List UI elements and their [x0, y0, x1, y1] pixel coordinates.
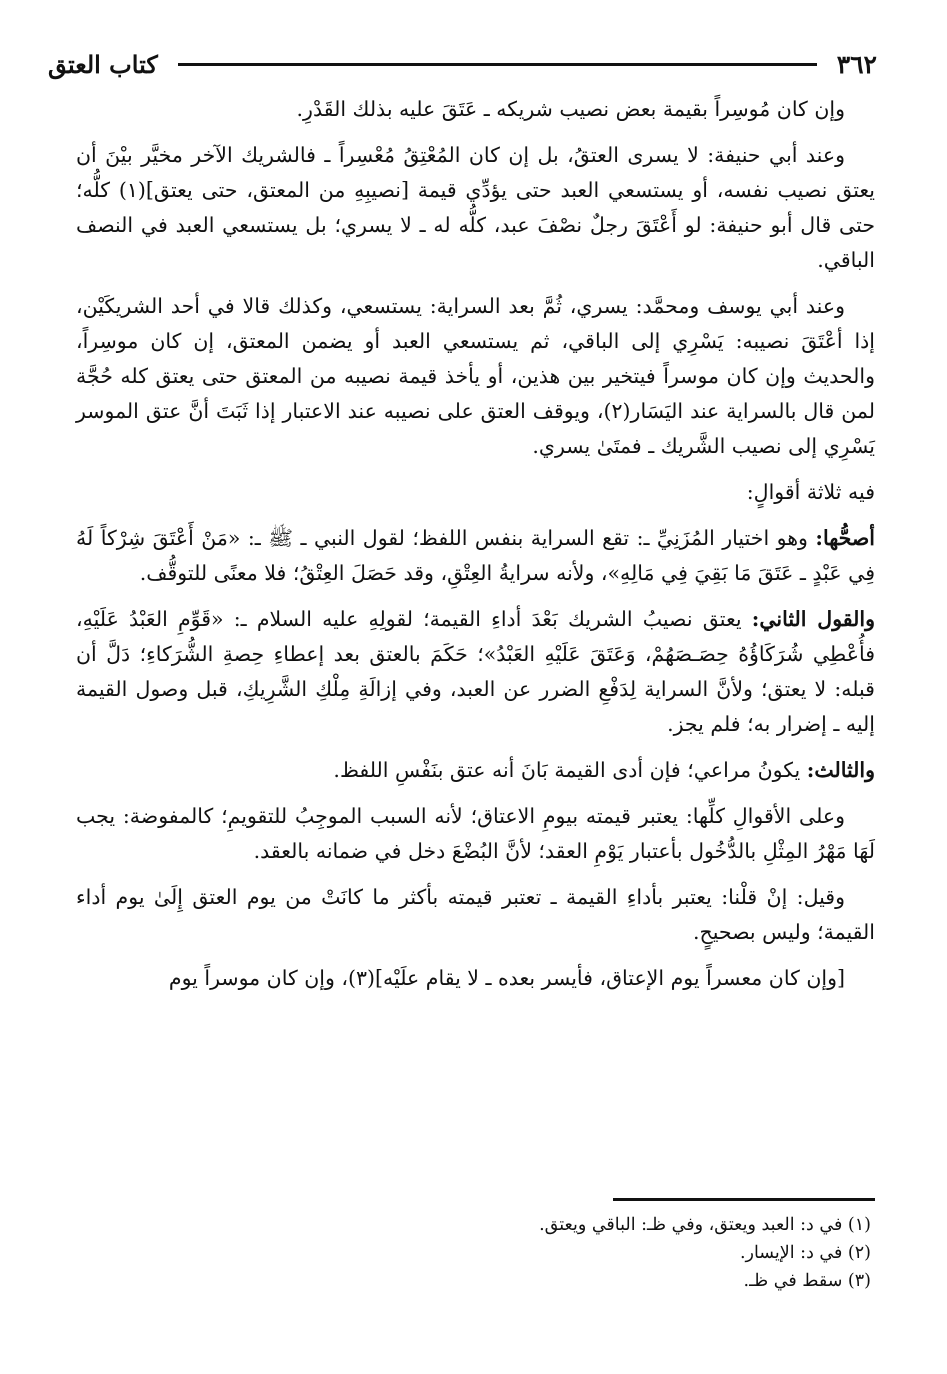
paragraph: [76, 602, 875, 742]
paragraph-text: وعند أبي حنيفة: لا يسرى العتقُ، بل إن كان المُعْتِقُ مُعْسِراً ـ فالشريك الآخر مخيَّر بيْنَ أن يعتق نصيب نفسه، أو يستسعي العبد حتى يؤدِّي قيمة [نصيبِهِ من المعتق، حتى يعتق](١) كلُّه؛ حتى قال أبو حنيفة: لو أَعْتَقَ رجلٌ نصْفَ عبد، كلُّه له ـ لا يسري؛ بل يستسعي العبد في النصف الباقي.: [76, 143, 875, 272]
main-text: [76, 92, 875, 1007]
paragraph-text: وإن كان مُوسِراً بقيمة بعض نصيب شريكه ـ عَتَقَ عليه بذلك القَدْرِ.: [296, 97, 845, 121]
page-number: ٣٦٢: [836, 49, 877, 79]
paragraph: [76, 475, 875, 510]
paragraph-text: وعلى الأقوالِ كلِّها: يعتبر قيمته بيومِ الاعتاق؛ لأنه السبب الموجِبُ للتقويمِ؛ كالمفوضة: يجب لَهَا مَهْرُ المِثْلِ بالدُّخُول بأعتبار يَوْمِ العقد؛ لأنَّ البُضْعَ دخل في ضمانه بالعقد.: [76, 804, 875, 863]
paragraph-text: وقيل: إنْ قلْنا: يعتبر بأداءِ القيمة ـ تعتبر قيمته بأكثر ما كانَتْ من يوم العتق إِلَىٰ يوم أداء القيمة؛ وليس بصحيحٍ.: [76, 885, 875, 944]
paragraph-lead: والثالث:: [806, 758, 875, 782]
footnote: (٣) سقط في ظـ.: [743, 1271, 871, 1291]
paragraph: [76, 799, 875, 869]
header-rule: [178, 63, 817, 66]
footnote: (١) في د: العبد ويعتق، وفي ظـ: الباقي ويعتق.: [539, 1215, 871, 1235]
paragraph-lead: والقول الثاني:: [751, 607, 875, 631]
paragraph-lead: أصحُّها:: [815, 526, 875, 550]
paragraph: [76, 289, 875, 464]
running-header: [48, 44, 877, 84]
paragraph: [76, 138, 875, 278]
paragraph-text: يكونُ مراعي؛ فإن أدى القيمة بَانَ أنه عتق بنَفْسِ اللفظ.: [333, 758, 807, 782]
paragraph-text: [وإن كان معسراً يوم الإعتاق، فأيسر بعده ـ لا يقام علَيْه](٣)، وإن كان موسراً يوم: [168, 966, 845, 990]
book-title: كتاب العتق: [48, 49, 158, 79]
paragraph: [76, 753, 875, 788]
paragraph-text: فيه ثلاثة أقوالٍ:: [746, 480, 875, 504]
footnote-rule: [613, 1198, 875, 1201]
paragraph: [76, 961, 875, 996]
paragraph: [76, 92, 875, 127]
paragraph: [76, 521, 875, 591]
paragraph-text: وهو اختيار المُزَنِيِّ ـ: تقع السراية بنفس اللفظ؛ لقول النبي ـ ﷺ ـ: «مَنْ أَعْتَقَ شِرْكاً لَهُ فِي عَبْدٍ ـ عَتَقَ مَا بَقِيَ فِي مَالِهِ»، ولأنه سرايةُ العِتْقِ، وقد حَصَلَ العِتْقُ؛ فلا معنًى للتوقُّف.: [76, 526, 875, 585]
paragraph: [76, 880, 875, 950]
footnotes: [200, 1211, 871, 1295]
paragraph-text: يعتق نصيبُ الشريك بَعْدَ أداءِ القيمة؛ لقولِهِ عليه السلام ـ: «قَوِّمِ العَبْدُ عَلَيْهِ، فأُعْطِي شُرَكَاؤُهُ حِصَـصَهُمْ، وَعَتَقَ عَلَيْهِ العَبْدُ»؛ حَكَمَ بالعتق بعد إعطاءِ حِصةِ الشُّرَكاءِ؛ دَلَّ أن قبله: لا يعتق؛ ولأنَّ السراية لِدَفْعِ الضرر عن العبد، وفي إزالَةِ مِلْكِ الشَّرِيكِ، قبل وصول القيمة إليه ـ إضرار به؛ فلم يجز.: [76, 607, 875, 736]
footnote: (٢) في د: الإيسار.: [739, 1243, 871, 1263]
paragraph-text: وعند أبي يوسف ومحمَّد: يسري، ثُمَّ بعد السراية: يستسعي، وكذلك قالا في أحد الشريكَيْن، إذا أعْتَقَ نصيبه: يَسْرِي إلى الباقي، ثم يستسعي العبد أو يضمن المعتق، إن كان موسِراً، والحديث وإن كان موسراً فيتخير بين هذين، أو يأخذ قيمة نصيبه من المعتق حتى يعتق كله حُجَّة لمن قال بالسراية عند اليَسَار(٢)، ويوقف العتق على نصيبه عند الاعتبار إذا ثَبَتَ أنَّ عتق الموسر يَسْرِي إلى نصيب الشَّريك ـ فمتَىٰ يسري.: [76, 294, 875, 458]
